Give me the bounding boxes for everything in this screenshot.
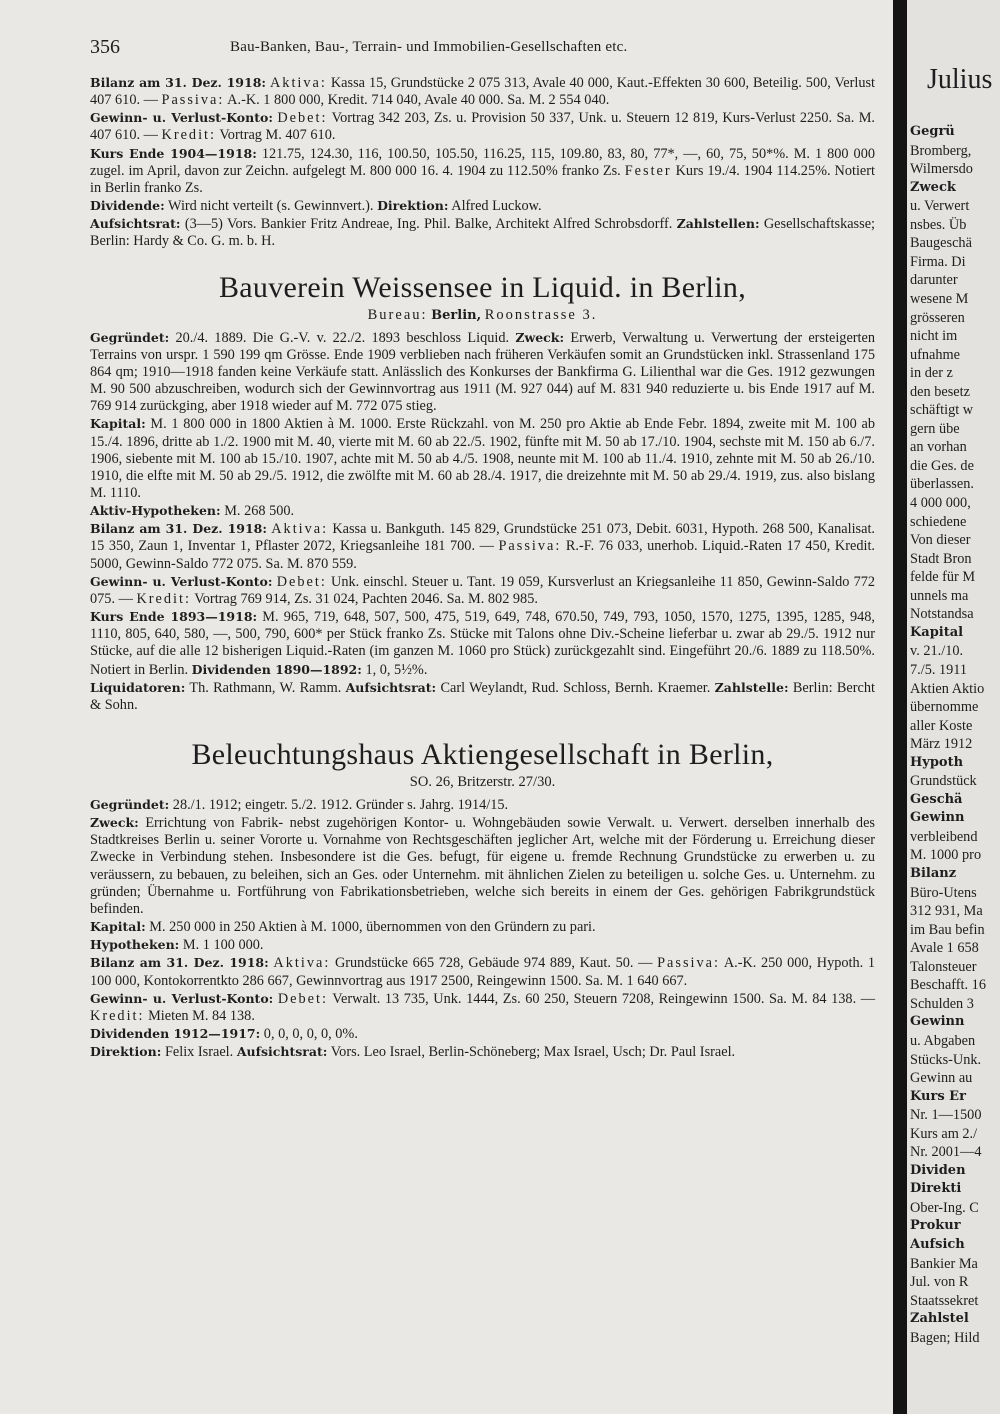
right-page-line: Prokur [910,1218,961,1234]
page-number: 356 [90,36,120,58]
right-page-line: felde für M [910,569,976,586]
running-title: Bau-Banken, Bau-, Terrain- und Immobilien-Gesellschaften etc. [230,39,628,55]
company-address: Bureau: Berlin, Roonstrasse 3. [367,306,598,323]
right-page-line: Avale 1 658 [910,940,979,957]
right-page-line: im Bau befin [910,921,985,938]
right-page-line: Ober-Ing. C [910,1199,979,1216]
right-page-line: Kapital [910,624,964,640]
right-page-line: Schulden 3 [910,995,974,1012]
kapital-section: Kapital: M. 1 800 000 in 1800 Aktien à M. 1000. Erste Rückzahl. von M. 250 pro Aktie ab Ende Febr. 1894, zweite mit M. 100 ab 15./4. 1896, dritte ab 1./2. 1900 mit M. 40, vierte mit M. 60 ab 22./5. 1902, fünfte mit M. 50 ab 17./10. 1904, sechste mit M. 150 ab 6./7. 1906, siebente mit M. 100 ab 15./10. 1907, achte mit M. 50 ab 4./5. 1908, neunte mit M. 100 ab 11./4. 1910, zehnte mit M. 50 ab 26./10. 1910, die elfte mit M. 50 ab 29./5. 1912, die zwölfte mit M. 60 ab 28./4. 1917, die dreizehnte mit M. 50 ab 29./4. 1919, zus. also bislang M. 1110. [90,416,876,501]
right-page-line: Kurs Er [910,1088,966,1104]
book-gutter [893,0,907,1414]
right-page-line: verbleibend [910,828,978,845]
kurs-section: Kurs Ende 1893—1918: M. 965, 719, 648, 507, 500, 475, 519, 649, 748, 670.50, 749, 793, 1050, 1570, 1275, 1395, 1285, 948, 1110, 805, 640, 580, —, 500, 790, 600* per Stück franko Zs. Stücke mit Talons ohne Div.-Scheine lieferbar u. zwar ab 29./5. 1912 nur Stücke, auf die alle 12 bisherigen Liquid.-Raten (im ganzen M. 1060 pro Stück) zurückgezahlt sind. Eingeführt 20./6. 1889 zu 118.50%. Notiert in Berlin. Dividenden 1890—1892: 1, 0, 5½%. [90,609,875,678]
right-page-line: Von dieser [910,532,971,549]
right-page-line: schiedene [910,513,967,530]
right-page-line: Geschä [910,791,963,807]
right-page-line: unnels ma [910,587,969,604]
right-page-line: u. Abgaben [910,1032,976,1049]
right-page-line: Gewinn [910,810,965,826]
right-page-line: Wilmersdo [910,161,973,178]
right-page-line: grösseren [910,309,965,326]
right-page-line: gern übe [910,420,960,437]
right-page-line: Staatssekret [910,1292,979,1309]
right-page-line: Notstandsa [910,606,974,623]
prev-bilanz: Bilanz am 31. Dez. 1918: Aktiva: Kassa 15, Grundstücke 2 075 313, Avale 40 000, Kaut.-Effekten 30 600, Beteilig. 500, Verlust 407 610. — Passiva: A.-K. 1 800 000, Kredit. 714 040, Avale 40 000. Sa. M. 2 554 040. [90,75,876,109]
right-page-line: Gewinn [910,1014,965,1030]
right-page-line: 312 931, Ma [910,903,983,920]
right-page-line: schäftigt w [910,402,974,419]
bilanz-section: Bilanz am 31. Dez. 1918: Aktiva: Kassa u. Bankguth. 145 829, Grundstücke 251 073, Debit. 6031, Hypoth. 268 500, Kanalisat. 15 350, Zaun 1, Inventar 1, Pflaster 2072, Kriegsanleihe 181 700. — Passiva: R.-F. 76 033, unerhob. Liquid.-Raten 17 450, Kredit. 5000, Gewinn-Saldo 772 075. Sa. M. 870 559. [90,521,876,572]
right-page-line: überlassen. [910,476,974,493]
right-page-line: Firma. Di [910,253,966,270]
right-page-line: Gewinn au [910,1070,973,1087]
right-page-line: Zweck [910,179,956,195]
running-header [90,36,880,60]
right-page-line: Baugeschä [910,235,972,252]
right-page-line: 7./5. 1911 [910,661,968,678]
right-page-line: M. 1000 pro [910,847,982,864]
right-page-line: Dividen [910,1162,966,1178]
bilanz-section: Bilanz am 31. Dez. 1918: Aktiva: Grundstücke 665 728, Gebäude 974 889, Kaut. 50. — Passiva: A.-K. 250 000, Hypoth. 1 100 000, Kontokorrentkto 286 667, Gewinnvortrag aus 1917 2500, Reingewinn 1500. Sa. M. 1 640 667. [90,955,876,989]
prev-company-entry [90,74,875,251]
right-page-line: darunter [910,272,958,289]
kapital-section: Kapital: M. 250 000 in 250 Aktien à M. 1000, übernommen von den Gründern zu pari. [90,919,596,936]
right-page-line: den besetz [910,383,970,400]
right-page-edge [907,0,1000,1414]
guv-section: Gewinn- u. Verlust-Konto: Debet: Verwalt. 13 735, Unk. 1444, Zs. 60 250, Steuern 7208, Reingewinn 1500. Sa. M. 84 138. — Kredit: Mieten M. 84 138. [90,990,876,1024]
prev-kurs: Kurs Ende 1904—1918: 121.75, 124.30, 116, 100.50, 105.50, 116.25, 115, 109.80, 83, 80, 77*, —, 60, 75, 50*%. M. 1 800 000 zugel. im April, davon zur Zeichn. aufgelegt M. 800 000 16. 4. 1904 zu 112.50% franko Zs. Fester Kurs 19./4. 1904 114.25%. Notiert in Berlin franko Zs. [90,145,876,196]
right-page-line: nsbes. Üb [910,216,967,233]
right-page-line: Beschafft. 16 [910,977,986,994]
right-page-line: u. Verwert [910,198,970,215]
right-page-line: Bankier Ma [910,1255,978,1272]
gegruendet-section: Gegründet: 20./4. 1889. Die G.-V. v. 22./2. 1893 beschloss Liquid. Zweck: Erwerb, Verwaltung u. Verwertung der ersteigerten Terrains von urspr. 1 590 199 qm Grösse. Ende 1909 verblieben nach früheren Verkäufen somit an Grundstücken inkl. Strassenland 175 864 qm; 1910—1918 fanden keine Verkäufe statt. Anlässlich des Konkurses der Bankfirma G. Lilienthal war die Ges. 1912 gezwungen M. 90 500 abzuschreiben, wodurch sich der Gewinnvortrag aus 1911 (M. 927 044) auf M. 831 940 reduzierte u. bis Ende 1917 auf M. 769 914 zurückging, aber 1918 wieder auf M. 772 075 stieg. [90,329,876,415]
right-page-line: die Ges. de [910,457,974,474]
right-page-line: 4 000 000, [910,495,971,511]
right-page-line: Grundstück [910,773,977,790]
dividenden-section: Dividenden 1912—1917: 0, 0, 0, 0, 0, 0%. [90,1026,358,1043]
company-entry-beleuchtungshaus [90,738,875,1061]
right-page-line: Aufsich [910,1237,965,1252]
right-page-line: Aktien Aktio [910,680,985,697]
right-page-line: Direkti [910,1181,962,1197]
company-title: Beleuchtungshaus Aktiengesellschaft in Berlin, [191,738,774,771]
right-page-line: Stadt Bron [910,550,972,567]
right-page-line: übernomme [910,699,979,716]
right-page-line: Zahlstel [910,1311,969,1327]
right-page-line: Bagen; Hild [910,1329,980,1346]
right-page-line: in der z [910,365,953,382]
liquidatoren-section: Liquidatoren: Th. Rathmann, W. Ramm. Aufsichtsrat: Carl Weylandt, Rud. Schloss, Bernh. Kraemer. Zahlstelle: Berlin: Bercht & Sohn. [90,679,875,713]
right-page-line: Gegrü [910,124,955,139]
prev-aufsichtsrat: Aufsichtsrat: (3—5) Vors. Bankier Fritz Andreae, Ing. Phil. Balke, Architekt Alfred Schrobsdorff. Zahlstellen: Gesellschaftskasse; Berlin: Hardy & Co. G. m. b. H. [90,216,876,250]
right-page-line: Hypoth [910,754,964,770]
right-page-line: nicht im [910,328,958,345]
right-page-line: März 1912 [910,736,973,753]
main-column [90,74,875,1061]
right-page-line: Kurs am 2./ [910,1125,978,1142]
prev-dividende: Dividende: Wird nicht verteilt (s. Gewinnvert.). Direktion: Alfred Luckow. [90,198,542,215]
right-page-line: v. 21./10. [910,643,964,660]
right-page-line: Talonsteuer [910,958,977,975]
right-page-line: Julius [927,64,993,95]
direktion-section: Direktion: Felix Israel. Aufsichtsrat: Vors. Leo Israel, Berlin-Schöneberg; Max Israel, Usch; Dr. Paul Israel. [90,1044,736,1061]
company-title: Bauverein Weissensee in Liquid. in Berlin, [218,270,747,304]
guv-section: Gewinn- u. Verlust-Konto: Debet: Unk. einschl. Steuer u. Tant. 19 059, Kursverlust an Kriegsanleihe 11 850, Gewinn-Saldo 772 075. — Kredit: Vortrag 769 914, Zs. 31 024, Pachten 2046. Sa. M. 802 985. [90,573,876,607]
right-page-line: Nr. 2001—4 [910,1144,982,1161]
zweck-section: Zweck: Errichtung von Fabrik- nebst zugehörigen Kontor- u. Wohngebäuden sowie Verwalt. u. Verwert. derselben innerhalb des Stadtkreises Berlin u. seiner Vororte u. Vornahme von Rechtsgeschäften jeglicher Art, welche mit der Förderung u. Erreichung dieser Zwecke in Verbindung stehen. Insbesondere ist die Ges. befugt, für eigene u. fremde Rechnung Grundstücke zu erwerben u. zu veräussern, zu bebauen, zu beleihen, sich an Ges. oder Unternehm. mit ähnlichen Zielen zu beteiligen u. solche Ges. u. Unternehm. zu gründen; Übernahme u. Fortführung von Fabrikationsbetrieben, welche sich bereits in einem der Ges. gehörigen Fabrikgrundstück befinden. [90,815,875,917]
gegruendet-section: Gegründet: 28./1. 1912; eingetr. 5./2. 1912. Gründer s. Jahrg. 1914/15. [90,797,509,813]
hypotheken-section: Aktiv-Hypotheken: M. 268 500. [90,503,295,520]
right-page-line: Büro-Utens [910,884,977,901]
right-page-line: Stücks-Unk. [910,1051,982,1068]
prev-guv: Gewinn- u. Verlust-Konto: Debet: Vortrag 342 203, Zs. u. Provision 50 337, Unk. u. Steuern 12 819, Kurs-Verlust 2250. Sa. M. 407 610. — Kredit: Vortrag M. 407 610. [90,110,875,144]
right-page-line: Bromberg, [910,142,972,159]
right-page-line: an vorhan [910,439,967,456]
right-page-line: Bilanz [910,866,957,881]
company-entry-bauverein [90,271,875,714]
right-page-line: Nr. 1—1500 [910,1107,982,1124]
right-page-line: ufnahme [910,346,961,363]
right-page-line: wesene M [910,290,969,307]
right-page-line: aller Koste [910,717,973,734]
hypotheken-section: Hypotheken: M. 1 100 000. [90,937,264,954]
right-page-line: Jul. von R [910,1274,969,1291]
company-address: SO. 26, Britzerstr. 27/30. [409,774,556,790]
